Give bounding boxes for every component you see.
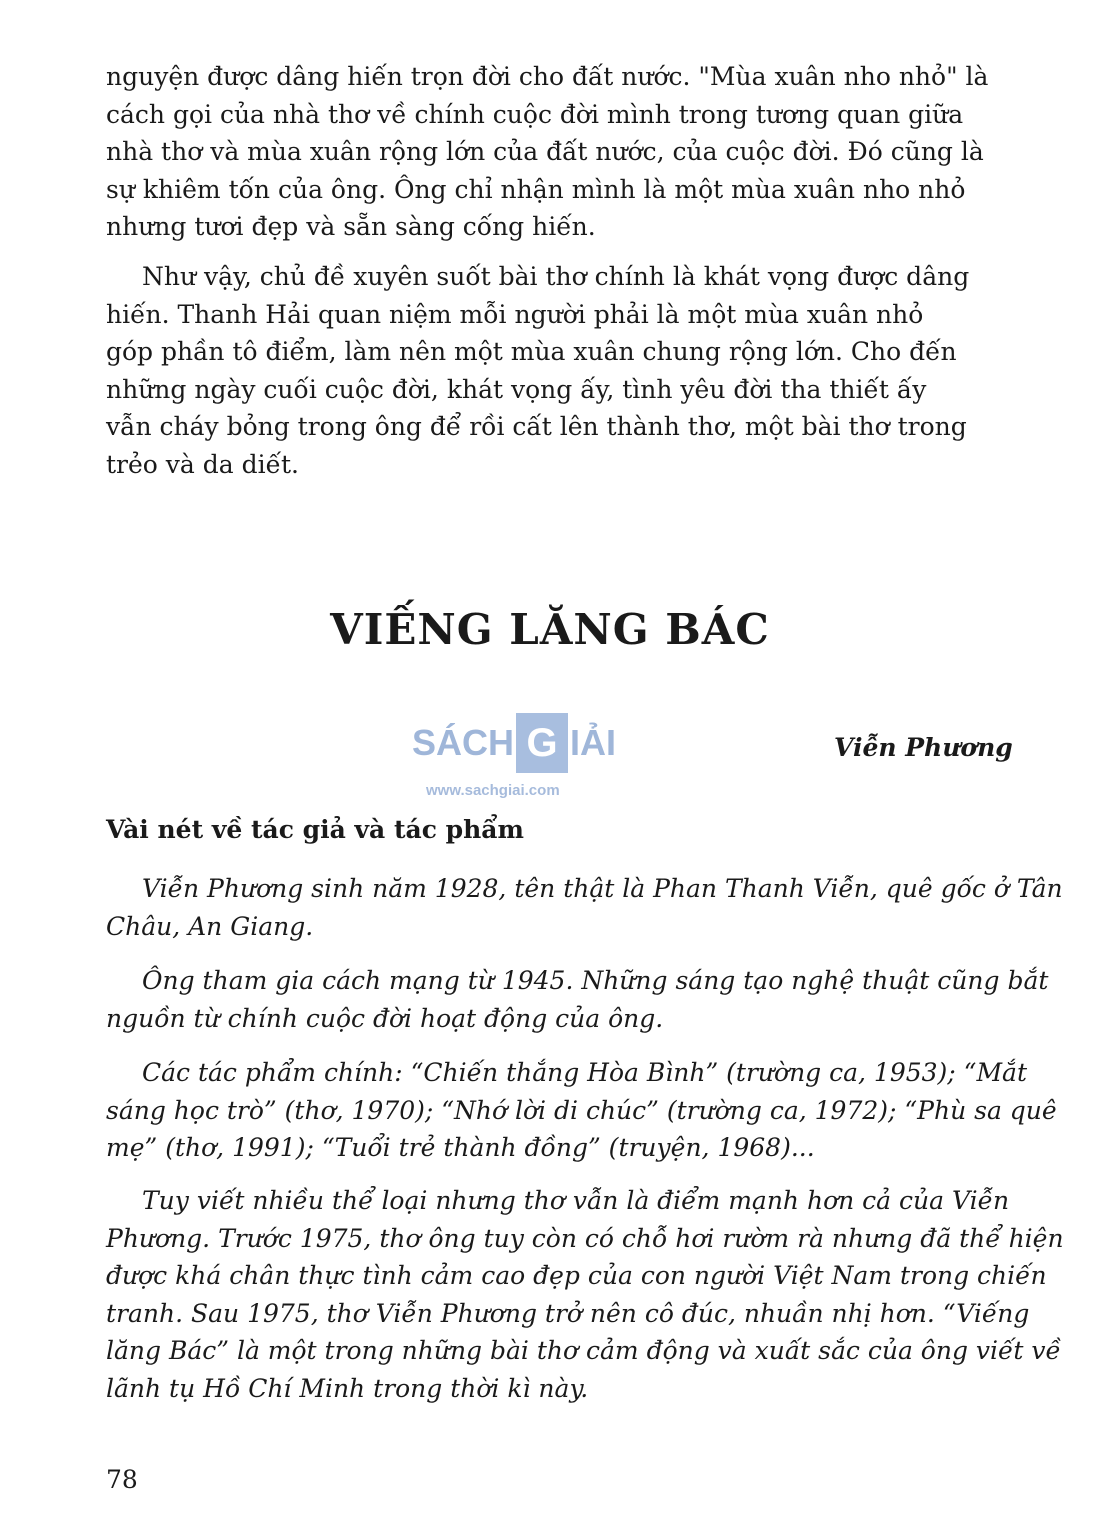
text-line: Viễn Phương sinh năm 1928, tên thật là Phan Thanh Viễn, quê gốc ở Tân [142,874,1063,903]
text-line: Tuy viết nhiều thể loại nhưng thơ vẫn là điểm mạnh hơn cả của Viễn [142,1186,1010,1215]
paragraph-author-birth [106,870,1063,945]
watermark-text-right: IẢI [570,722,617,763]
poem-author: Viễn Phương [834,733,1013,762]
watermark-url: www.sachgiai.com [426,782,560,799]
text-line: Ông tham gia cách mạng từ 1945. Những sáng tạo nghệ thuật cũng bắt [142,966,1049,995]
text-line: Các tác phẩm chính: “Chiến thắng Hòa Bình” (trường ca, 1953); “Mắt [142,1058,1027,1087]
text-line: hiến. Thanh Hải quan niệm mỗi người phải là một mùa xuân nhỏ [106,299,924,329]
watermark-text-left: SÁCH [412,722,515,763]
watermark-wordmark [412,712,622,774]
text-line: vẫn cháy bỏng trong ông để rồi cất lên thành thơ, một bài thơ trong [106,412,967,441]
text-line: nhà thơ và mùa xuân rộng lớn của đất nước, của cuộc đời. Đó cũng là [106,137,984,166]
text-line: góp phần tô điểm, làm nên một mùa xuân chung rộng lớn. Cho đến [106,337,957,366]
text-line: được khá chân thực tình cảm cao đẹp của con người Việt Nam trong chiến [106,1261,1047,1290]
section-heading: Vài nét về tác giả và tác phẩm [106,815,524,844]
text-line: lãnh tụ Hồ Chí Minh trong thời kì này. [106,1373,589,1403]
paragraph-poetry-style [106,1182,1064,1407]
paragraph-main-works [106,1054,1057,1167]
page-number: 78 [106,1465,138,1494]
text-line: sự khiêm tốn của ông. Ông chỉ nhận mình là một mùa xuân nho nhỏ [106,174,966,204]
text-line: Châu, An Giang. [106,911,314,941]
watermark-box-letter: G [516,713,568,773]
paragraph-mua-xuan-nho-nho [106,58,989,246]
text-line: lăng Bác” là một trong những bài thơ cảm động và xuất sắc của ông viết về [106,1336,1061,1365]
text-line: trẻo và da diết. [106,449,299,479]
text-line: nhưng tươi đẹp và sẵn sàng cống hiến. [106,212,596,241]
paragraph-revolution [106,962,1049,1037]
text-line: nguồn từ chính cuộc đời hoạt động của ông. [106,1003,664,1033]
poem-title: VIẾNG LĂNG BÁC [330,605,770,654]
text-line: nguyện được dâng hiến trọn đời cho đất nước. "Mùa xuân nho nhỏ" là [106,62,989,91]
text-line: cách gọi của nhà thơ về chính cuộc đời mình trong tương quan giữa [106,99,964,129]
watermark-logo [412,712,622,802]
text-line: những ngày cuối cuộc đời, khát vọng ấy, tình yêu đời tha thiết ấy [106,374,927,404]
text-line: tranh. Sau 1975, thơ Viễn Phương trở nên cô đúc, nhuần nhị hơn. “Viếng [106,1298,1030,1328]
text-line: sáng học trò” (thơ, 1970); “Nhớ lời di chúc” (trường ca, 1972); “Phù sa quê [106,1095,1057,1125]
text-line: mẹ” (thơ, 1991); “Tuổi trẻ thành đồng” (truyện, 1968)... [106,1133,815,1162]
text-line: Phương. Trước 1975, thơ ông tuy còn có chỗ hơi rườm rà nhưng đã thể hiện [106,1223,1064,1253]
paragraph-chu-de [106,258,986,483]
text-line: Như vậy, chủ đề xuyên suốt bài thơ chính là khát vọng được dâng [142,262,970,291]
